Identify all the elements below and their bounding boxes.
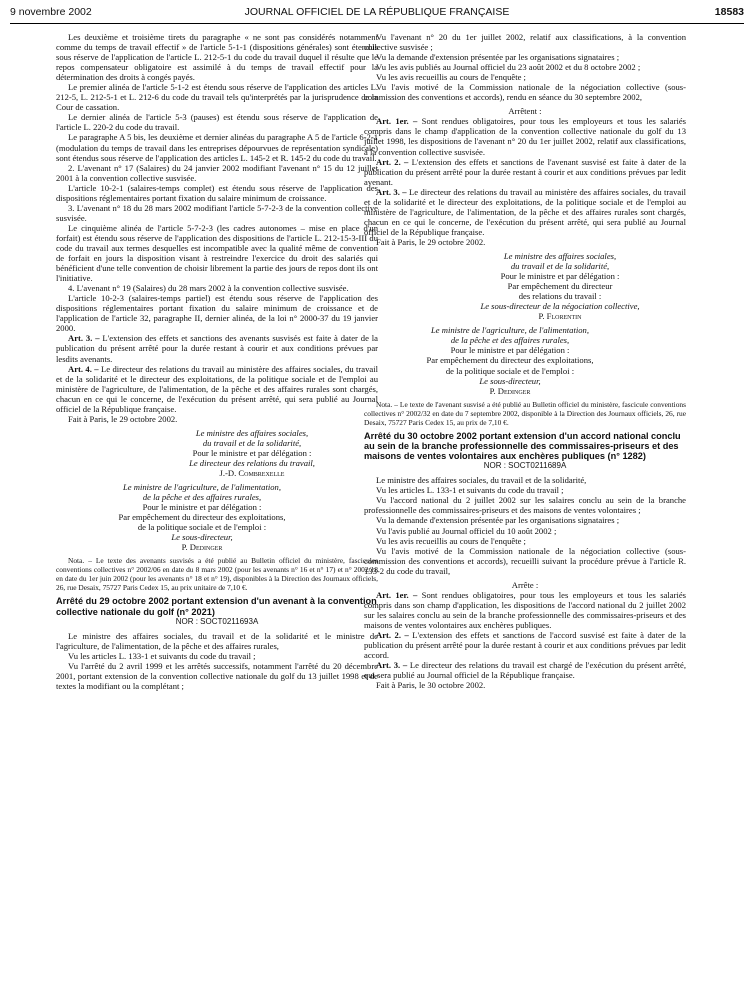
fait-line: Fait à Paris, le 29 octobre 2002. [68,413,178,424]
header-title: JOURNAL OFFICIEL DE LA RÉPUBLIQUE FRANÇAISE [244,6,510,18]
signatory-name: P. Florentin [538,311,582,322]
paragraph: Vu l'avis publié au Journal officiel du 10 août 2002 ; [376,525,557,536]
header-page-number: 18583 [714,6,744,18]
fait-line: Fait à Paris, le 30 octobre 2002. [376,680,486,691]
article-text: Le directeur des relations du travail est chargé de l'exécution du présent arrêté, qui sera publié au Journal officiel de la République française. [364,660,686,681]
signature-line: Le ministre de l'agriculture, de l'alimentation, [431,325,589,336]
page-header [10,6,744,22]
article-text: Le directeur des relations du travail au ministère des affaires sociales, du travail et de la solidarité et le directeur des exploitations, de la politique sociale et de l'emploi au ministère de l'agriculture, de l'alimentation, de la pêche et des affaires rurales sont chargés, chacun en ce qui le concerne, de l'exécution du présent arrêté, qui sera publié au Journal officiel de la République française. [364,186,686,237]
nor-reference: NOR : SOCT0211689A [483,461,567,471]
paragraph: Le cinquième alinéa de l'article 5-7-2-3 (les cadres autonomes – mise en place d'un forfait) est étendu sous réserve de l'application des dispositions de l'article L. 212-15-3-III du code du travail aux termes desquelles est incompatible avec la qualité même de convention de forfait en jours la disposition visant à restreindre l'exercice du droit des salariés qui bénéficient d'une telle convention de choisir librement la partie des jours de repos dont ils ont l'initiative. [56,222,378,284]
fait-line: Fait à Paris, le 29 octobre 2002. [376,236,486,247]
signature-line: Le sous-directeur, [479,375,541,386]
article-label: Art. 2. – [376,630,409,640]
paragraph: Vu la demande d'extension présentée par les organisations signataires ; [376,515,620,526]
signature-line: Pour le ministre et par délégation : [500,271,620,282]
decree-heading: Arrêté du 30 octobre 2002 portant extension d'un accord national conclu au sein de la branche professionnelle des commissaires-priseurs et des maisons de ventes volontaires aux enchères publiques (n° 1282) [364,430,681,462]
article-label: Art. 3. – [376,660,408,671]
article-label: Art. 4. – [68,363,99,374]
paragraph: 3. L'avenant n° 18 du 28 mars 2002 modifiant l'article 5-7-2-3 de la convention collective susvisée. [56,202,378,223]
article-3 [364,660,686,680]
article-text: Sont rendues obligatoires, pour tous les employeurs et tous les salariés compris dans le champ d'application de la convention collective nationale du golf du 13 juillet 1998, les dispositions de l'avenant n° 20 du 1er juillet 2002, relatif aux classifications, à la convention collective susvisée. [364,116,686,157]
signature-line: Pour le ministre et par délégation : [450,345,570,356]
paragraph: 2. L'avenant n° 17 (Salaires) du 24 janvier 2002 modifiant l'avenant n° 15 du 12 juillet 2001 à la convention collective susvisée. [56,162,378,183]
signature-line: Par empêchement du directeur des exploitations, [118,512,286,523]
article-text: Sont rendues obligatoires, pour tous les employeurs et tous les salariés compris dans son champ d'application, les dispositions de l'accord national du 2 juillet 2002 sur les salaires conclu au sein de la branche professionnelle des commissaires-priseurs et des maisons de ventes volontaires aux enchères publiques. [364,589,686,630]
nota-note: Nota. – Le texte des avenants susvisés a été publié au Bulletin officiel du ministère, fascicules conventions collectives n° 2002/06 en date du 8 mars 2002 (pour les avenants n° 16 et n° 17) et n° 2002/18 en date du 1er juin 2002 (pour les avenants n° 18 et n° 19), disponibles à la Direction des Journaux officiels, 26, rue Desaix, 75727 Paris Cedex 15, au prix unitaire de 7,10 €. [56,556,378,593]
paragraph: Vu les articles L. 133-1 et suivants du code du travail ; [68,650,256,661]
signature-line: de la pêche et des affaires rurales, [142,492,262,503]
article-text: Le directeur des relations du travail au ministère des affaires sociales, du travail et de la solidarité et le directeur des exploitations, de la politique sociale et de l'emploi au ministère de l'agriculture, de l'alimentation, de la pêche et des affaires rurales sont chargés, chacun en ce qui le concerne, de l'exécution du présent arrêté, qui sera publié au Journal officiel de la République française. [56,363,378,414]
paragraph: Le dernier alinéa de l'article 5-3 (pauses) est étendu sous réserve de l'application de l'article L. 220-2 du code du travail. [56,112,378,133]
signature-line: Le sous-directeur, [171,532,233,543]
signatory-name: J.-D. Combrexelle [219,468,285,479]
arrete-line: Arrête : [511,579,539,590]
paragraph: Vu l'accord national du 2 juillet 2002 sur les salaires conclu au sein de la branche professionnelle des commissaires-priseurs et des maisons de ventes volontaires ; [364,495,686,516]
paragraph: Le ministre des affaires sociales, du travail et de la solidarité et le ministre de l'agriculture, de l'alimentation, de la pêche et des affaires rurales, [56,630,378,651]
signature-line: Pour le ministre et par délégation : [192,447,312,458]
signature-line: Le ministre des affaires sociales, [503,250,617,261]
article-3 [364,187,686,237]
nota-note: Nota. – Le texte de l'avenant susvisé a été publié au Bulletin officiel du ministère, fascicule conventions collectives n° 2002/32 en date du 7 septembre 2002, disponible à la Direction des Journaux officiels, 26, rue Desaix, 75727 Paris Cedex 15, au prix de 7,10 €. [364,399,686,427]
nor-reference: NOR : SOCT0211693A [175,616,259,626]
paragraph: Vu la demande d'extension présentée par les organisations signataires ; [376,52,620,63]
article-2 [364,630,686,660]
article-text: L'extension des effets et sanctions de l'avenant susvisé est faite à dater de la publication du présent arrêté pour la durée restant à courir et aux conditions prévues par ledit avenant. [364,156,687,187]
signature-line: Le ministre des affaires sociales, [195,427,309,438]
paragraph: Vu les articles L. 133-1 et suivants du code du travail ; [376,485,564,496]
paragraph: Le paragraphe A 5 bis, les deuxième et dernier alinéas du paragraphe A 5 de l'article 6-2-1 (modulation du temps de travail dans les entreprises dépourvues de représentation syndicale) sont étendus sous réserve de l'application des articles L. 145-2 et R. 145-2 du code du travail. [56,132,378,163]
article-text: L'extension des effets et sanctions des avenants susvisés est faite à dater de la publication du présent arrêté pour la durée restant à courir et aux conditions prévues par lesdits avenants. [56,333,378,364]
signature-line: de la politique sociale et de l'emploi : [445,365,575,376]
signature-line: Pour le ministre et par délégation : [142,502,262,513]
paragraph: Vu les avis publiés au Journal officiel du 23 août 2002 et du 8 octobre 2002 ; [376,62,641,73]
signature-line: de la pêche et des affaires rurales, [450,335,570,346]
paragraph: L'article 10-2-1 (salaires-temps complet) est étendu sous réserve de l'application des dispositions réglementaires portant fixation du salaire minimum de croissance. [56,182,378,203]
article-3 [56,333,378,363]
article-text: L'extension des effets et sanctions de l'accord susvisé est faite à dater de la publication du présent arrêté pour la durée restant à courir et aux conditions prévues par ledit accord. [364,630,686,661]
article-1 [364,116,686,156]
header-date: 9 novembre 2002 [10,6,92,18]
paragraph: Vu les avis recueillis au cours de l'enquête ; [376,72,526,83]
signatory-name: P. Dedinger [181,542,223,553]
left-column [56,32,378,691]
paragraph: Le ministre des affaires sociales, du travail et de la solidarité, [376,475,587,486]
article-2 [364,157,686,187]
signature-line: du travail et de la solidarité, [510,261,610,272]
signature-line: du travail et de la solidarité, [202,437,302,448]
paragraph: L'article 10-2-3 (salaires-temps partiel) est étendu sous réserve de l'application des dispositions réglementaires portant fixation du salaire minimum de croissance et de l'application de l'article 32, paragraphe II, dernier alinéa, de la loi n° 2000-37 du 19 janvier 2000. [56,293,378,334]
paragraph: Vu les avis recueillis au cours de l'enquête ; [376,535,526,546]
decree-heading: Arrêté du 29 octobre 2002 portant extension d'un avenant à la convention collective nationale du golf (n° 2021) [56,596,377,617]
article-label: Art. 3. – [376,186,407,197]
signature-line: des relations du travail : [518,291,602,302]
signature-line: Par empêchement du directeur des exploitations, [426,355,594,366]
article-label: Art. 3. – [68,333,100,344]
signature-line: Le ministre de l'agriculture, de l'alimentation, [123,482,281,493]
article-label: Art. 2. – [376,156,409,167]
paragraph: Vu l'avis motivé de la Commission nationale de la négociation collective (sous-commission des conventions et accords), recueilli suivant la procédure prévue à l'article R. 133-2 du code du travail, [364,545,686,576]
signature-line: Le directeur des relations du travail, [189,457,315,468]
signature-line: de la politique sociale et de l'emploi : [137,522,267,533]
right-column [364,32,686,690]
signature-line: Par empêchement du directeur [507,281,613,292]
article-4 [56,364,378,414]
paragraph: Les deuxième et troisième tirets du paragraphe « ne sont pas considérés notamment comme du temps de travail effectif » de l'article 5-1-1 (dispositions générales) sont étendus sous réserve de l'application de l'article L. 212-5-1 du code du travail duquel il résulte que le repos compensateur obligatoire est assimilé à du temps de travail effectif pour la détermination des droits à congés payés. [56,32,378,83]
article-label: Art. 1er. – [376,589,418,600]
arretent-line: Arrêtent : [508,106,542,117]
signatory-name: P. Dedinger [489,385,531,396]
paragraph: Vu l'avis motivé de la Commission nationale de la négociation collective (sous-commission des conventions et accords), rendu en séance du 30 septembre 2002, [364,82,686,103]
signature-line: Le sous-directeur de la négociation collective, [480,301,640,312]
article-1 [364,590,686,630]
paragraph: Vu l'avenant n° 20 du 1er juillet 2002, relatif aux classifications, à la convention collective susvisée ; [364,32,686,53]
article-label: Art. 1er. – [376,116,418,127]
header-rule [10,23,744,24]
paragraph: Vu l'arrêté du 2 avril 1999 et les arrêtés successifs, notamment l'arrêté du 20 décembre 2001, portant extension de la convention collective nationale du golf du 13 juillet 1998 et de textes la modifiant ou la complétant ; [56,660,378,692]
paragraph: 4. L'avenant n° 19 (Salaires) du 28 mars 2002 à la convention collective susvisée. [68,283,349,294]
paragraph: Le premier alinéa de l'article 5-1-2 est étendu sous réserve de l'application des articles L. 212-5, L. 212-5-1 et L. 212-6 du code du travail tels qu'interprétés par la jurisprudence de la Cour de cassation. [56,82,378,113]
